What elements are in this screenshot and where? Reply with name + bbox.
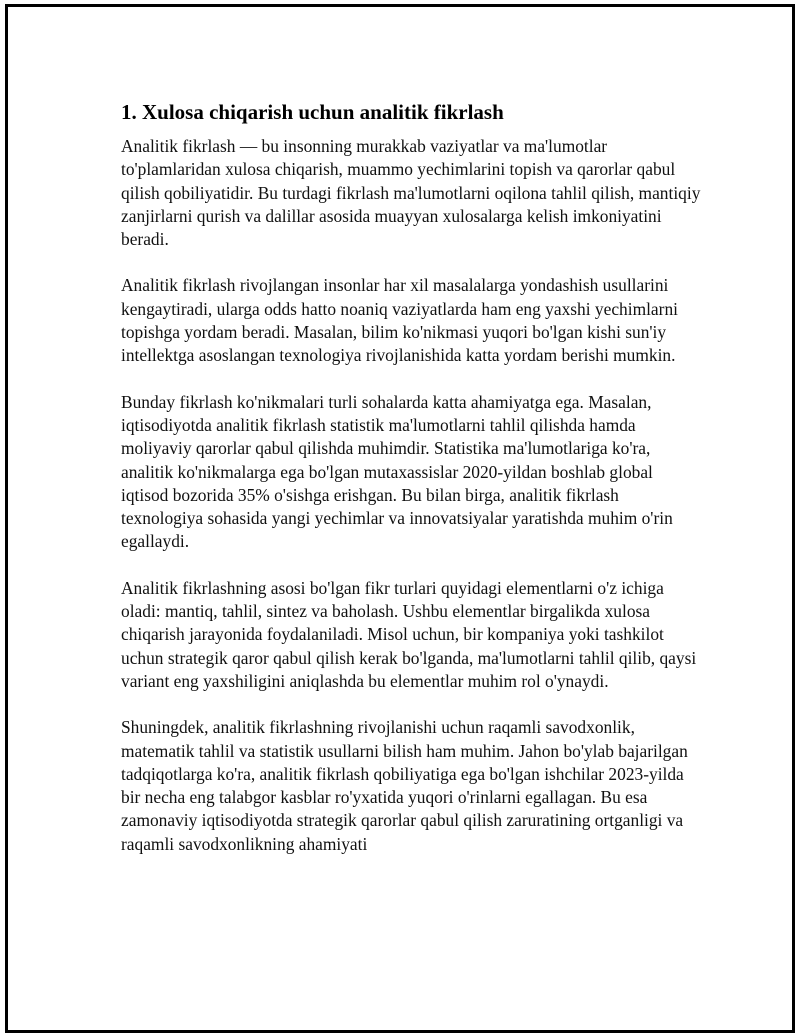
paragraph-2: Analitik fikrlash rivojlangan insonlar har xil masalalarga yondashish usullarini kengaytiradi, ularga odds hatto noaniq vaziyatlarda ham eng yaxshi yechimlarni topishga yordam beradi. Masalan, bilim ko'nikmasi yuqori bo'lgan kishi sun'iy intellektga asoslangan texnologiya rivojlanishida katta yordam berishi mumkin.	[121, 275, 678, 366]
section-heading: 1. Xulosa chiqarish uchun analitik fikrlash	[121, 100, 504, 124]
paragraph-4: Analitik fikrlashning asosi bo'lgan fikr turlari quyidagi elementlarni o'z ichiga oladi: mantiq, tahlil, sintez va baholash. Ushbu elementlar birgalikda xulosa chiqarish jarayonida foydalaniladi. Misol uchun, bir kompaniya yoki tashkilot uchun strategik qaror qabul qilish kerak bo'lganda, ma'lumotlarni tahlil qilib, qaysi variant eng yaxshiligini aniqlashda bu elementlar muhim rol o'ynaydi.	[121, 577, 697, 691]
document-body	[121, 99, 701, 879]
paragraph-3: Bunday fikrlash ko'nikmalari turli sohalarda katta ahamiyatga ega. Masalan, iqtisodiyotda analitik fikrlash statistik ma'lumotlarni tahlil qilishda hamda moliyaviy qarorlar qabul qilishda muhimdir. Statistika ma'lumotlariga ko'ra, analitik ko'nikmalarga ega bo'lgan mutaxassislar 2020-yildan boshlab global iqtisod bozorida 35% o'sishga erishgan. Bu bilan birga, analitik fikrlash texnologiya sohasida yangi yechimlar va innovatsiyalar yaratishda muhim o'rin egallaydi.	[121, 391, 673, 552]
paragraph-5: Shuningdek, analitik fikrlashning rivojlanishi uchun raqamli savodxonlik, matematik tahlil va statistik usullarni bilish ham muhim. Jahon bo'ylab bajarilgan tadqiqotlarga ko'ra, analitik fikrlash qobiliyatiga ega bo'lgan ishchilar 2023-yilda bir necha eng talabgor kasblar ro'yxatida yuqori o'rinlarni egallagan. Bu esa zamonaviy iqtisodiyotda strategik qarorlar qabul qilish zaruratining ortganligi va raqamli savodxonlikning ahamiyati	[121, 717, 688, 854]
page-frame	[5, 4, 795, 1033]
paragraph-1: Analitik fikrlash — bu insonning murakkab vaziyatlar va ma'lumotlar to'plamlaridan xulosa chiqarish, muammo yechimlarini topish va qarorlar qabul qilish qobiliyatidir. Bu turdagi fikrlash ma'lumotlarni oqilona tahlil qilish, mantiqiy zanjirlarni qurish va dalillar asosida muayyan xulosalarga kelish imkoniyatini beradi.	[121, 136, 701, 250]
